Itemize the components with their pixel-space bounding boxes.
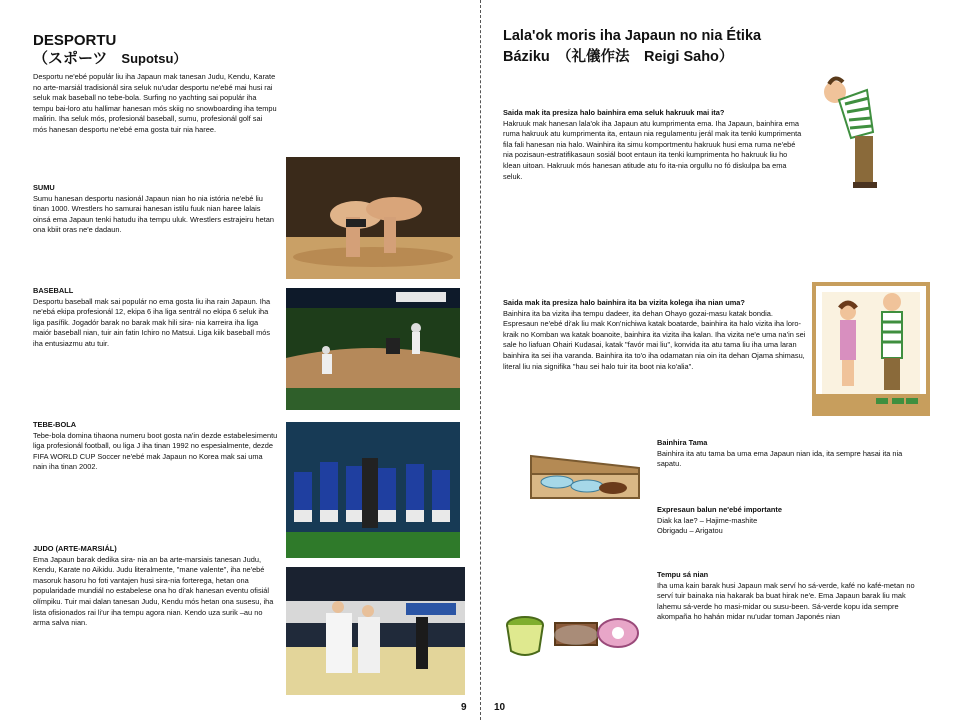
expression-2: Obrigadu – Arigatou bbox=[657, 526, 723, 536]
bowing-section bbox=[503, 108, 803, 182]
tea-section bbox=[657, 570, 922, 623]
expression-1: Diak ka lae? – Hajime-mashite bbox=[657, 515, 758, 525]
tama-section bbox=[657, 438, 922, 470]
sumo-photo bbox=[286, 157, 460, 279]
page-number-left: 9 bbox=[461, 702, 467, 713]
baseball-photo bbox=[286, 288, 460, 410]
visit-illustration bbox=[812, 282, 930, 418]
section-heading: JUDO (ARTE-MARSIÁL) bbox=[33, 544, 117, 553]
expressions-heading: Expresaun balun ne'ebé importante bbox=[657, 505, 782, 514]
section-body: Desportu baseball mak sai populár no ema gosta liu iha rain Japaun. Iha ne'ebá ekipa profesionál 12, ekipa 6 iha liga sentrál no ekipa 6 seluk iha liga pasífik. Jogadór barak no barak mak hili sira- nia karreira iha liga maiór baseball nian, tuir ain fatin Ichiro no Matsui. Liga kiik baseball mós iha entusiazmu atu tuir. bbox=[33, 296, 271, 348]
shoes-illustration bbox=[527, 448, 647, 508]
section-heading: BASEBALL bbox=[33, 286, 74, 295]
bowing-man-illustration bbox=[815, 62, 885, 190]
section-tebe-bola bbox=[33, 420, 278, 473]
section-baseball bbox=[33, 286, 278, 350]
tea-illustration bbox=[503, 605, 643, 660]
intro-paragraph: Desportu ne'ebé populár liu iha Japaun mak tanesan Judu, Kendu, Karate no arte-marsiál tradisionál sira seluk nu'udar desportu ne'ebé mai husi rai seluk mak baseball no tebe-bola. Surfing no yachting sai populár iha tempu bai-loro atu hallimar hanesan mós skiig no snowboarding iha tempu malirin. Iha seluk mós, profesionál baseball, sumu, profesionál golf sai mós hanesan desportu ne'ebé ema gosta tuir nia haree. bbox=[33, 72, 277, 134]
tama-body: Bainhira ita atu tama ba uma ema Japaun nian ida, ita sempre hasai ita nia sapatu. bbox=[657, 448, 903, 469]
left-page-title bbox=[33, 32, 186, 68]
title-japanese: （スポーツ bbox=[33, 50, 108, 67]
section-body: Sumu hanesan desportu nasionál Japaun nian ho nia istória ne'ebé liu tinan 1000. Wrestlers ho samurai hanesan istilu fuuk nian haree lalais oinsá ema Japaun tenki hatudu iha tempu uluk. Wrestlers estrajeiru hetan ona kbiit oras ne'e dadaun. bbox=[33, 193, 275, 235]
title-romaji: Supotsu） bbox=[121, 51, 187, 66]
page-number-right: 10 bbox=[494, 702, 506, 713]
page-divider bbox=[480, 0, 481, 720]
tama-heading: Bainhira Tama bbox=[657, 438, 708, 447]
expressions-section bbox=[657, 505, 922, 537]
section-body: Ema Japaun barak dedika sira- nia an ba arte-marsiais tanesan Judu, Kendu, Karate no Aikidu. Judu literalmente, "mane valente", iha ne'ebé masoruk hasoru ho foti vantajen husi sira-nia forterega, hetan ona popularidade mundiál no estabelese ona ho di'ak hanesan eventu ofisiál olímpiku. Tuir mai dalan tanesan Judu, Kendu mós hetan ona susesu, iha lista ofisionados rai li'ur iha tempu agora nian. Kendo uza surik –au no arma salva nian. bbox=[33, 554, 274, 628]
bowing-body: Hakruuk mak hanesan lala'ok iha Japaun atu kumprimenta ema. Iha Japaun, bainhira ema ruma hakruuk atu kumprimenta ita, entaun nia regulamentu jerál mak ita tenki kumprimenta fila fali hanesan nia halo. Wainhira ita simu komportmentu hakruuk husi ema ruma ne'ebé nia pozisaun-estratifikasaun sosiál boot entaun ita tenki kumprimenta ho hakruuk liu ho klean uitoan. Hakruuk mós hanesan atitude atu fo ita-nia orgullu no fó diskulpa ba ema seluk. bbox=[503, 118, 802, 181]
section-body: Tebe-bola domina tihaona numeru boot gosta na'in dezde estabelesimentu liga profesionál football, ou liga J iha tinan 1992 no espesialmente, dezde FIFA WORLD CUP Soccer ne'ebé mak Japaun no Korea mak sai uma nain iha tinan 2002. bbox=[33, 430, 278, 472]
visit-section bbox=[503, 298, 808, 372]
visit-body: Bainhira ita ba vizita iha tempu dadeer, ita dehan Ohayo gozai-masu katak bondia. Espresaun ne'ebé di'ak liu mak Kon'nichiwa katak boatarde, bainhira ita halo vizita iha loro-kraik no Komban wa katak boanoite, bainhira ita vizita iha kalan. Iha vizita ne'e uma na'in sei sale ho liafuan Ohairi Kudasai, katak "favór mai liu", konvida ita atu tama liu iha uma laran bainhira ita sei iha varanda. Bainhira ita to'o iha odamatan nia oin ita dehan Ojama shimasu, literal liu nia signifika "hau sei halo tuir ita boot nia ko'alia". bbox=[503, 308, 806, 371]
section-sumu bbox=[33, 183, 278, 236]
judo-photo bbox=[286, 567, 465, 695]
tea-heading: Tempu sá nian bbox=[657, 570, 709, 579]
section-heading: TEBE-BOLA bbox=[33, 420, 77, 429]
tea-body: Iha uma kain barak husi Japaun mak serví ho sá-verde, kafé no kafé-metan no serví tuir bainaka nia hakarak ba buat hirak ne'e. Ema Japaun barak liu mak lahemu sá-verde ho masi-midar ou susu-been. Sá-verde kopu ida sempre akompaña ho hahán midar nu'udar toman Japonés nian bbox=[657, 580, 915, 622]
soccer-photo bbox=[286, 422, 460, 558]
section-judo bbox=[33, 544, 278, 629]
right-page-title: Lala'ok moris iha Japaun no nia Étika Báziku （礼儀作法 Reigi Saho） bbox=[503, 28, 762, 65]
bowing-heading: Saida mak ita presiza halo bainhira ema seluk hakruuk mai ita? bbox=[503, 108, 725, 117]
visit-heading: Saida mak ita presiza halo bainhira ita ba vizita kolega iha nian uma? bbox=[503, 298, 745, 307]
title-main: DESPORTU bbox=[33, 32, 117, 49]
section-heading: SUMU bbox=[33, 183, 55, 192]
